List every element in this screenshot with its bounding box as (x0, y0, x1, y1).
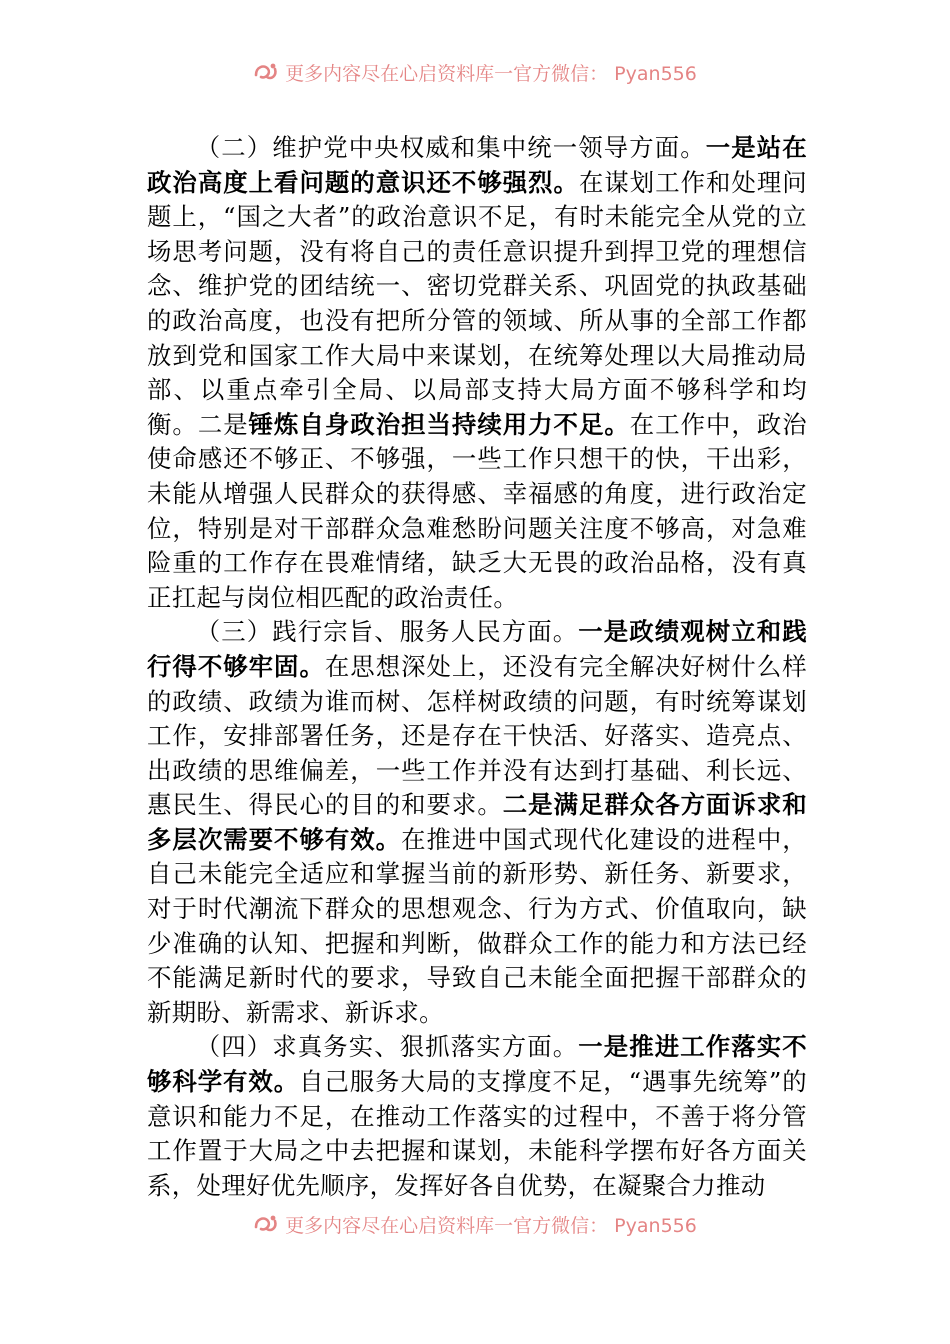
watermark-text: 更多内容尽在心启资料库一官方微信： Pyan556 (285, 1214, 697, 1237)
text-run: 在谋划工作和处理问题上，“国之大者”的政治意识不足，有时未能完全从党的立场思考问题，没有将自己的责任意识提升到捍卫党的理想信念、维护党的团结统一、密切党群关系、巩固党的执政基础的政治高度，也没有把所分管的领域、所从事的全部工作都放到党和国家工作大局中来谋划，在统筹处理以大局推动局部、以重点牵引全局、以局部支持大局方面不够科学和均衡。二是 (147, 167, 808, 439)
bold-text-run: 一是推进工作落实不够科学有效。 (147, 1032, 807, 1097)
paragraph-section-2 (147, 131, 807, 615)
text-run: （二）维护党中央权威和集中统一领导方面。 (195, 133, 706, 162)
bold-text-run: 二是满足群众各方面诉求和多层次需要不够有效。 (147, 790, 808, 854)
bold-text-run: 锤炼自身政治担当持续用力不足。 (248, 409, 630, 439)
text-run: 自己服务大局的支撑度不足，“遇事先统筹”的意识和能力不足，在推动工作落实的过程中，不善于将分管工作置于大局之中去把握和谋划，未能科学摆布好各方面关系，处理好优先顺序，发挥好各自优势，在凝聚合力推动 (147, 1067, 807, 1200)
text-run: 在思想深处上，还没有完全解决好树什么样的政绩、政绩为谁而树、怎样树政绩的问题，有时统筹谋划工作，安排部署任务，还是存在干快活、好落实、造亮点、出政绩的思维偏差，一些工作并没有达到打基础、利长远、惠民生、得民心的目的和要求。 (147, 651, 807, 820)
watermark-header (0, 57, 950, 87)
brand-logo-icon (253, 61, 279, 83)
text-run: （三）践行宗旨、服务人民方面。 (195, 617, 579, 647)
document-body (147, 131, 807, 1203)
watermark-text: 更多内容尽在心启资料库一官方微信： Pyan556 (285, 62, 697, 85)
paragraph-section-3 (147, 615, 807, 1030)
text-run: （四）求真务实、狠抓落实方面。 (195, 1032, 579, 1062)
text-run: 在推进中国式现代化建设的进程中，自己未能完全适应和掌握当前的新形势、新任务、新要求，对于时代潮流下群众的思想观念、行为方式、价值取向，缺少准确的认知、把握和判断，做群众工作的能力和方法已经不能满足新时代的要求，导致自己未能全面把握干部群众的新期盼、新需求、新诉求。 (147, 824, 807, 1027)
text-run: 在工作中，政治使命感还不够正、不够强，一些工作只想干的快，干出彩，未能从增强人民群众的获得感、幸福感的角度，进行政治定位，特别是对干部群众急难愁盼问题关注度不够高，对急难险重的工作存在畏难情绪，缺乏大无畏的政治品格，没有真正扛起与岗位相匹配的政治责任。 (147, 409, 807, 612)
bold-text-run: 一是站在政治高度上看问题的意识还不够强烈。 (147, 133, 807, 197)
watermark-footer (0, 1209, 950, 1239)
brand-logo-icon (253, 1213, 279, 1235)
bold-text-run: 一是政绩观树立和践行得不够牢固。 (147, 617, 807, 681)
paragraph-section-4 (147, 1030, 807, 1203)
